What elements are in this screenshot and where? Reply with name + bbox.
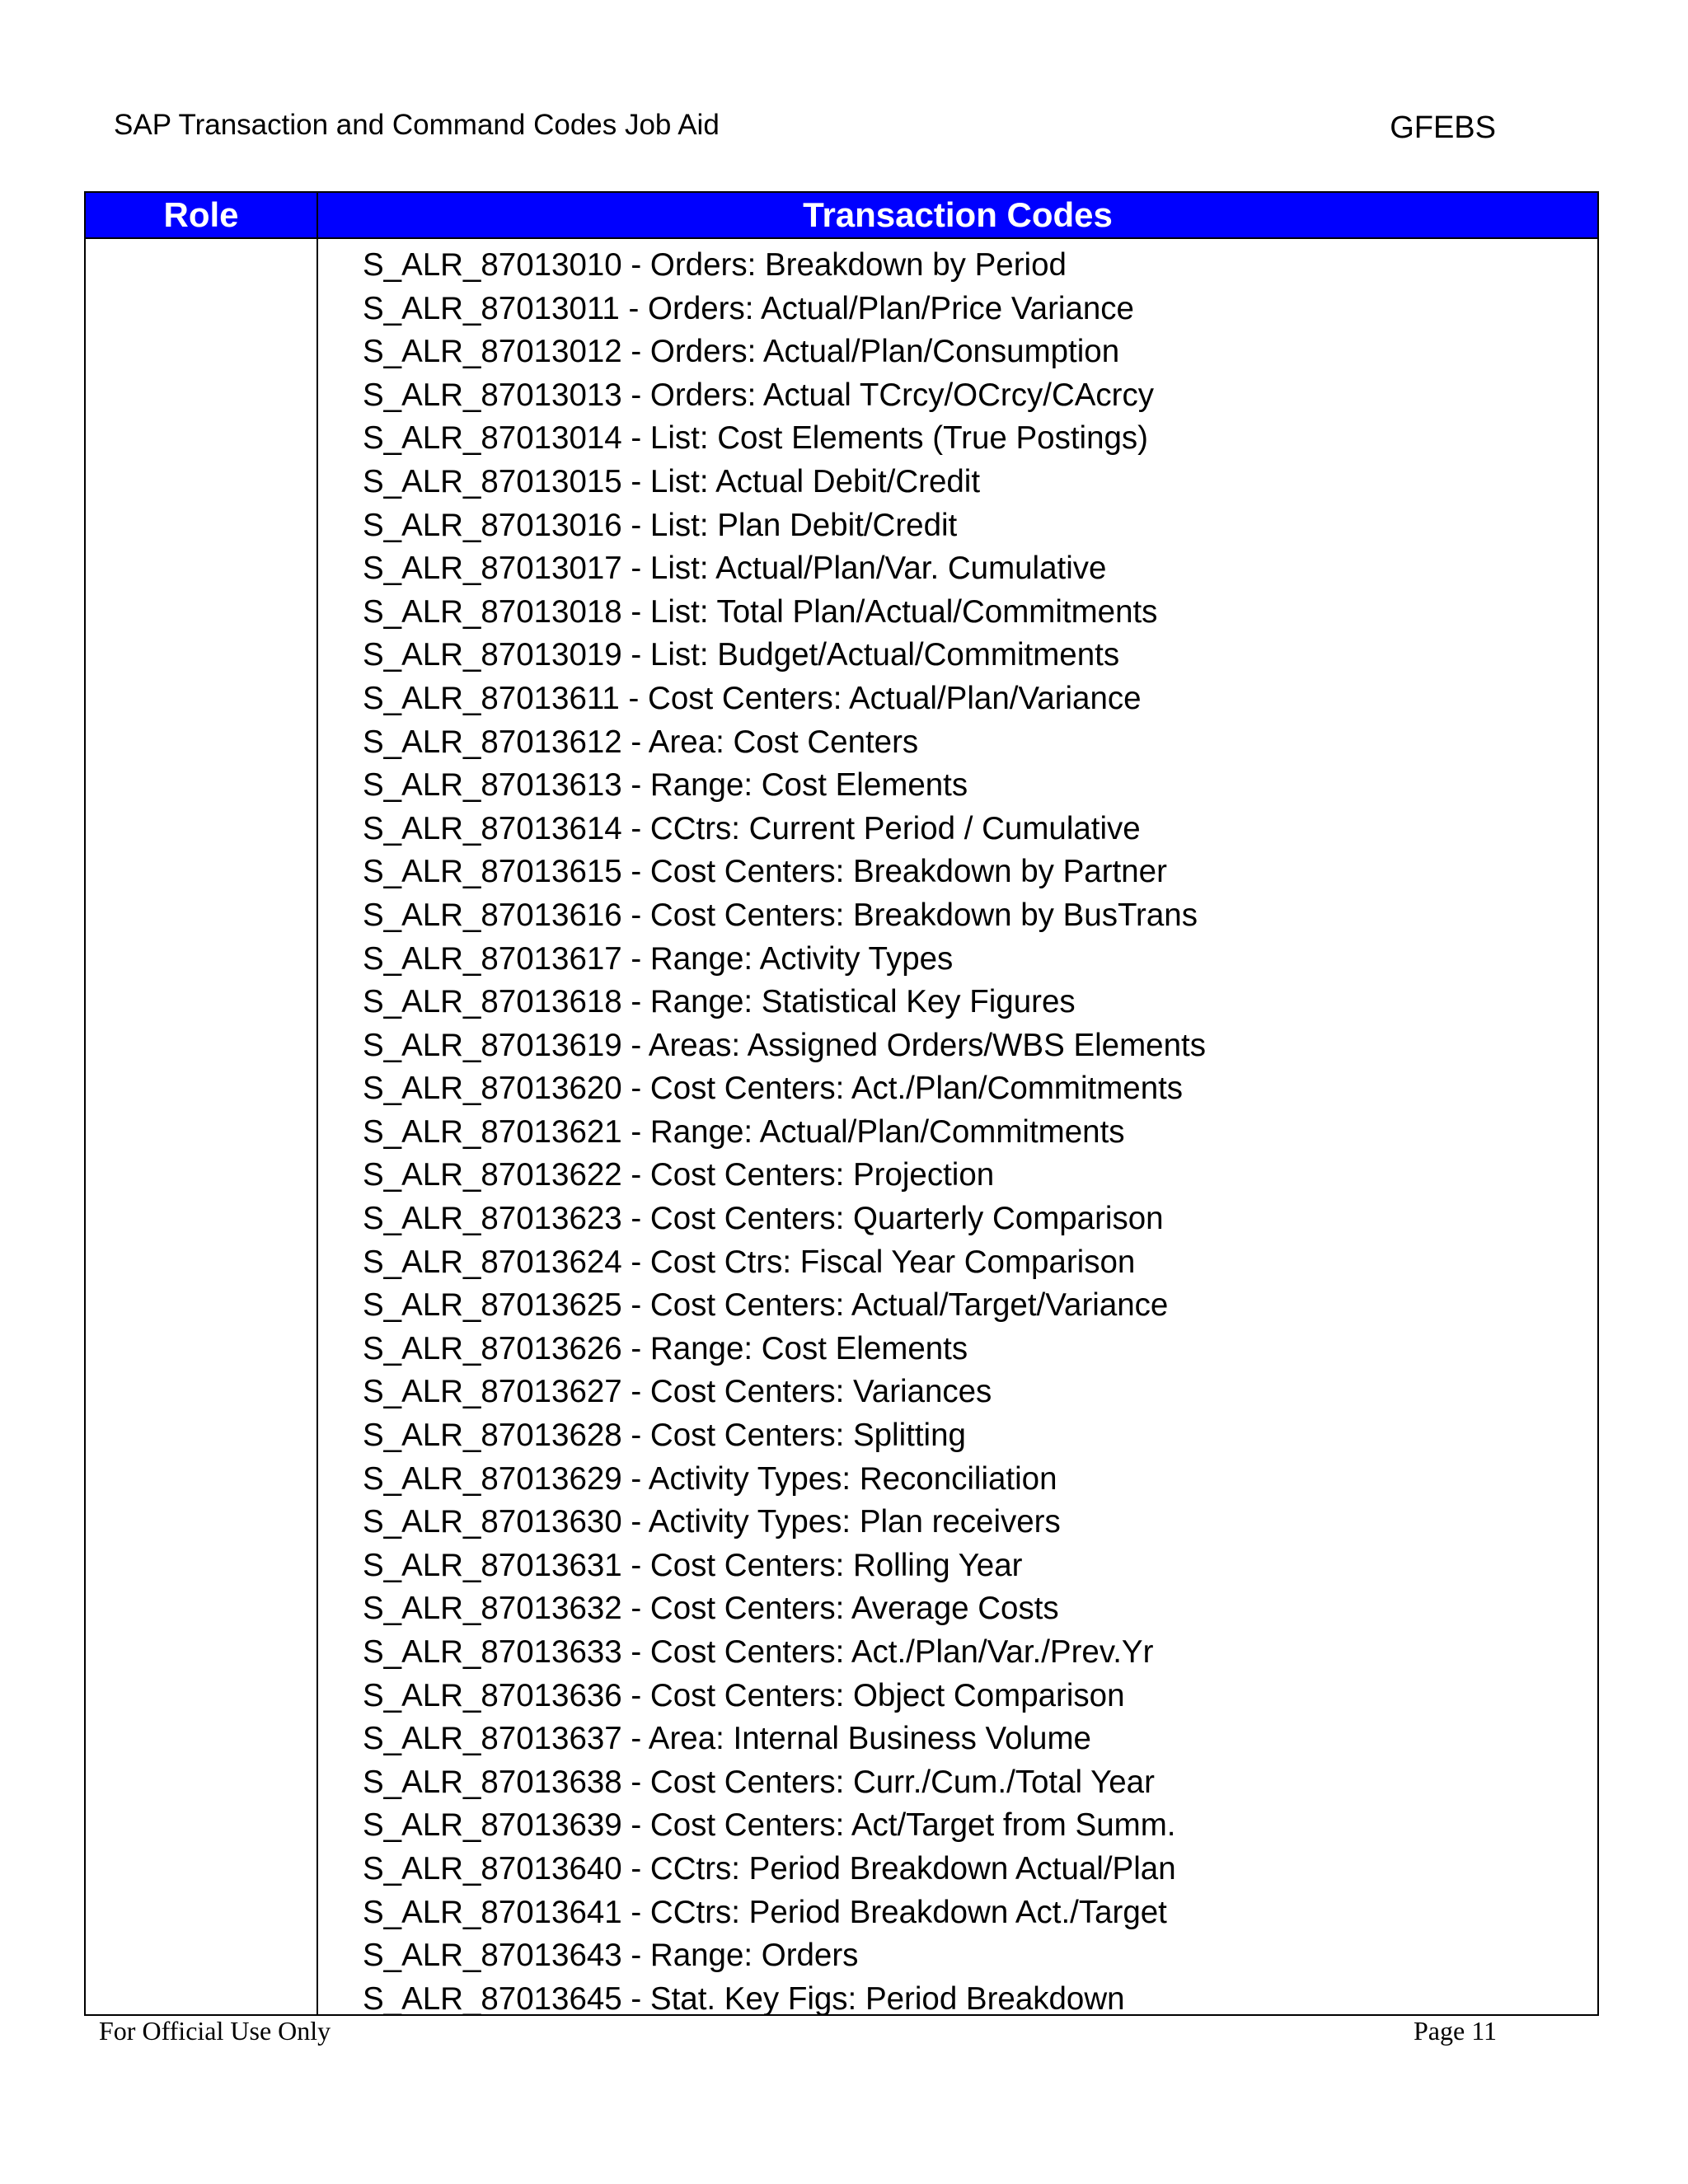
transaction-code-item: S_ALR_87013629 - Activity Types: Reconciliation bbox=[363, 1460, 1057, 1497]
transaction-code-item: S_ALR_87013615 - Cost Centers: Breakdown by Partner bbox=[363, 854, 1167, 890]
transaction-code-item: S_ALR_87013631 - Cost Centers: Rolling Year bbox=[363, 1547, 1023, 1583]
transaction-code-item: S_ALR_87013612 - Area: Cost Centers bbox=[363, 724, 919, 760]
transaction-code-item: S_ALR_87013019 - List: Budget/Actual/Commitments bbox=[363, 637, 1120, 673]
transaction-code-item: S_ALR_87013623 - Cost Centers: Quarterly Comparison bbox=[363, 1201, 1164, 1237]
transaction-code-item: S_ALR_87013011 - Orders: Actual/Plan/Price Variance bbox=[363, 290, 1134, 326]
transaction-code-item: S_ALR_87013636 - Cost Centers: Object Comparison bbox=[363, 1677, 1125, 1713]
transaction-code-item: S_ALR_87013628 - Cost Centers: Splitting bbox=[363, 1418, 966, 1454]
transaction-code-item: S_ALR_87013012 - Orders: Actual/Plan/Consumption bbox=[363, 334, 1120, 370]
transaction-code-item: S_ALR_87013627 - Cost Centers: Variances bbox=[363, 1374, 992, 1410]
column-header-transaction-codes: Transaction Codes bbox=[803, 195, 1113, 234]
transaction-code-item: S_ALR_87013630 - Activity Types: Plan receivers bbox=[363, 1504, 1061, 1540]
transaction-code-item: S_ALR_87013014 - List: Cost Elements (True Postings) bbox=[363, 420, 1148, 457]
transaction-code-item: S_ALR_87013640 - CCtrs: Period Breakdown Actual/Plan bbox=[363, 1850, 1176, 1886]
transaction-code-item: S_ALR_87013645 - Stat. Key Figs: Period Breakdown bbox=[363, 1980, 1125, 2017]
transaction-code-item: S_ALR_87013618 - Range: Statistical Key Figures bbox=[363, 984, 1076, 1020]
transaction-code-item: S_ALR_87013017 - List: Actual/Plan/Var. Cumulative bbox=[363, 551, 1107, 587]
system-name: GFEBS bbox=[1390, 110, 1496, 145]
role-cell bbox=[86, 239, 316, 2014]
table-header-row bbox=[86, 193, 1597, 239]
transaction-code-item: S_ALR_87013639 - Cost Centers: Act/Target from Summ. bbox=[363, 1807, 1176, 1844]
transaction-code-item: S_ALR_87013641 - CCtrs: Period Breakdown Act./Target bbox=[363, 1894, 1167, 1930]
column-divider bbox=[316, 193, 318, 2014]
transaction-code-item: S_ALR_87013016 - List: Plan Debit/Credit bbox=[363, 507, 958, 543]
footer-page-number: Page 11 bbox=[1413, 2016, 1497, 2046]
transaction-code-item: S_ALR_87013617 - Range: Activity Types bbox=[363, 940, 954, 977]
transaction-code-item: S_ALR_87013015 - List: Actual Debit/Credit bbox=[363, 463, 981, 499]
transaction-code-item: S_ALR_87013643 - Range: Orders bbox=[363, 1938, 859, 1974]
transaction-code-item: S_ALR_87013619 - Areas: Assigned Orders/WBS Elements bbox=[363, 1027, 1206, 1063]
transaction-code-item: S_ALR_87013611 - Cost Centers: Actual/Plan/Variance bbox=[363, 680, 1142, 716]
column-header-role: Role bbox=[163, 195, 239, 234]
transaction-code-item: S_ALR_87013614 - CCtrs: Current Period / Cumulative bbox=[363, 810, 1141, 846]
transaction-code-item: S_ALR_87013018 - List: Total Plan/Actual/Commitments bbox=[363, 593, 1158, 630]
transaction-code-item: S_ALR_87013010 - Orders: Breakdown by Period bbox=[363, 247, 1067, 283]
transaction-code-item: S_ALR_87013620 - Cost Centers: Act./Plan/Commitments bbox=[363, 1071, 1184, 1107]
document-title: SAP Transaction and Command Codes Job Aid bbox=[114, 109, 720, 141]
footer-classification: For Official Use Only bbox=[99, 2016, 331, 2046]
transaction-code-item: S_ALR_87013638 - Cost Centers: Curr./Cum./Total Year bbox=[363, 1764, 1155, 1800]
transaction-code-item: S_ALR_87013013 - Orders: Actual TCrcy/OCrcy/CAcrcy bbox=[363, 377, 1154, 413]
transaction-code-item: S_ALR_87013637 - Area: Internal Business Volume bbox=[363, 1721, 1091, 1757]
transaction-code-item: S_ALR_87013625 - Cost Centers: Actual/Target/Variance bbox=[363, 1287, 1169, 1324]
transaction-code-item: S_ALR_87013622 - Cost Centers: Projection bbox=[363, 1157, 995, 1193]
transaction-codes-table bbox=[84, 191, 1599, 2016]
transaction-code-item: S_ALR_87013632 - Cost Centers: Average Costs bbox=[363, 1591, 1059, 1627]
transaction-code-item: S_ALR_87013616 - Cost Centers: Breakdown by BusTrans bbox=[363, 897, 1198, 933]
transaction-code-item: S_ALR_87013633 - Cost Centers: Act./Plan/Var./Prev.Yr bbox=[363, 1634, 1154, 1670]
transaction-code-item: S_ALR_87013621 - Range: Actual/Plan/Commitments bbox=[363, 1113, 1125, 1150]
transaction-code-item: S_ALR_87013624 - Cost Ctrs: Fiscal Year Comparison bbox=[363, 1244, 1136, 1280]
transaction-code-item: S_ALR_87013626 - Range: Cost Elements bbox=[363, 1330, 968, 1366]
transaction-code-list bbox=[363, 244, 1206, 2021]
transaction-code-item: S_ALR_87013613 - Range: Cost Elements bbox=[363, 767, 968, 804]
